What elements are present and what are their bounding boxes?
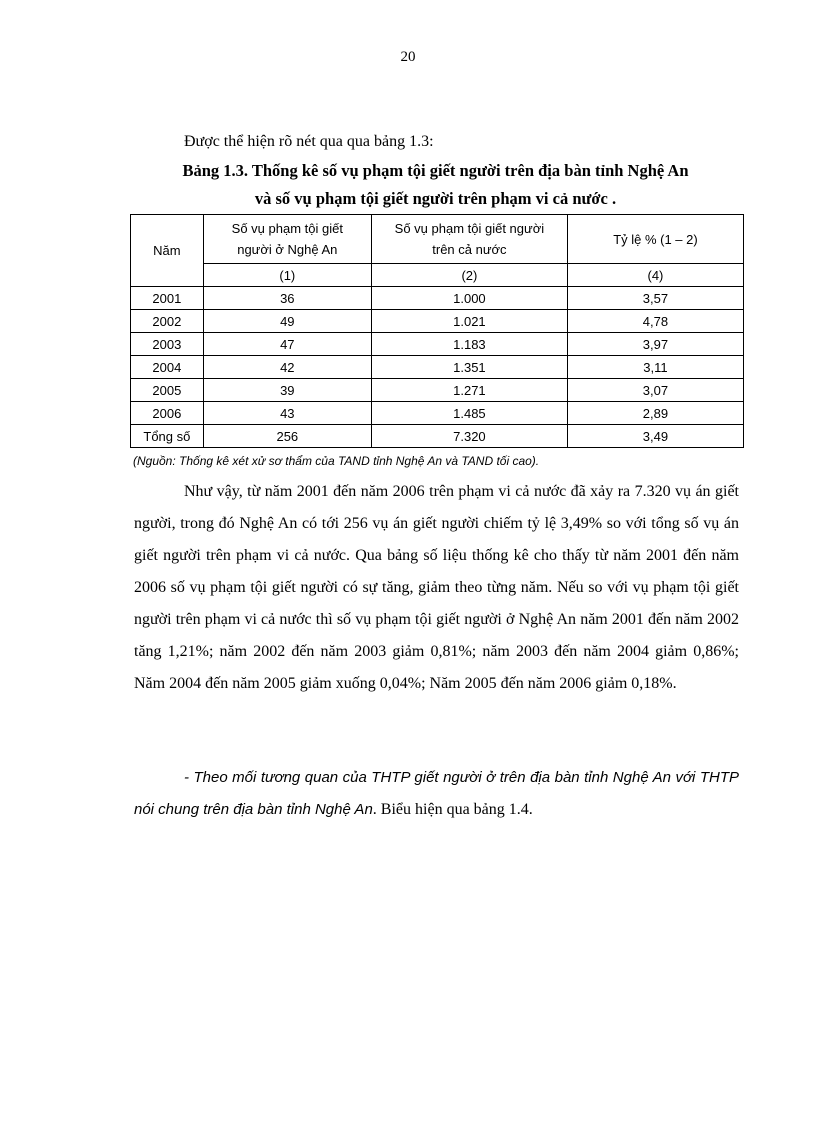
body-paragraph-2	[134, 762, 739, 826]
cell-nghe-an: 42	[203, 356, 371, 379]
body-paragraph-1	[134, 476, 739, 700]
table-row	[131, 310, 744, 333]
table-source-note: (Nguồn: Thống kê xét xử sơ thẩm của TAND tỉnh Nghệ An và TAND tối cao).	[133, 454, 540, 468]
header-nghe-an-line-1: Số vụ phạm tội giết	[231, 221, 343, 236]
subheader-2: (2)	[371, 264, 567, 287]
cell-ratio: 4,78	[567, 310, 743, 333]
cell-national: 1.000	[371, 287, 567, 310]
cell-nghe-an: 47	[203, 333, 371, 356]
cell-nghe-an: 43	[203, 402, 371, 425]
cell-ratio: 2,89	[567, 402, 743, 425]
subheader-3: (4)	[567, 264, 743, 287]
subheader-1: (1)	[203, 264, 371, 287]
header-national-line-2: trên cả nước	[432, 242, 507, 257]
cell-nghe-an: 36	[203, 287, 371, 310]
cell-national: 1.351	[371, 356, 567, 379]
table-row	[131, 333, 744, 356]
cell-national: 1.271	[371, 379, 567, 402]
table-row	[131, 379, 744, 402]
cell-national: 1.021	[371, 310, 567, 333]
cell-year: 2005	[131, 379, 204, 402]
cell-ratio: 3,07	[567, 379, 743, 402]
header-nghe-an	[203, 215, 371, 264]
cell-nghe-an: 49	[203, 310, 371, 333]
cell-nghe-an: 39	[203, 379, 371, 402]
page-number: 20	[400, 49, 416, 65]
body-paragraph-1-text: Như vậy, từ năm 2001 đến năm 2006 trên phạm vi cả nước đã xảy ra 7.320 vụ án giết người, trong đó Nghệ An có tới 256 vụ án giết người chiếm tỷ lệ 3,49% so với tổng số vụ án giết người trên phạm vi cả nước. Qua bảng số liệu thống kê cho thấy từ năm 2001 đến năm 2006 số vụ phạm tội giết người có sự tăng, giảm theo từng năm. Nếu so với vụ phạm tội giết người trên phạm vi cả nước thì số vụ phạm tội giết người ở Nghệ An năm 2001 đến năm 2002 tăng 1,21%; năm 2002 đến năm 2003 giảm 0,81%; năm 2003 đến năm 2004 giảm 0,86%; Năm 2004 đến năm 2005 giảm xuống 0,04%; Năm 2005 đến năm 2006 giảm 0,18%.	[134, 483, 739, 692]
header-national	[371, 215, 567, 264]
table-row	[131, 356, 744, 379]
statistics-table	[130, 214, 744, 448]
intro-line: Được thể hiện rõ nét qua qua bảng 1.3:	[184, 133, 434, 150]
cell-year: Tổng số	[131, 425, 204, 448]
cell-national: 1.485	[371, 402, 567, 425]
header-year: Năm	[131, 215, 204, 287]
cell-ratio: 3,57	[567, 287, 743, 310]
header-ratio: Tỷ lệ % (1 – 2)	[567, 215, 743, 264]
cell-year: 2003	[131, 333, 204, 356]
header-nghe-an-line-2: người ở Nghệ An	[237, 242, 338, 257]
cell-ratio: 3,49	[567, 425, 743, 448]
table-row	[131, 402, 744, 425]
table-caption-line-2: và số vụ phạm tội giết người trên phạm vi cả nước .	[254, 189, 617, 208]
cell-nghe-an: 256	[203, 425, 371, 448]
cell-ratio: 3,11	[567, 356, 743, 379]
table-header-row	[131, 215, 744, 264]
cell-year: 2001	[131, 287, 204, 310]
cell-ratio: 3,97	[567, 333, 743, 356]
table-caption-line-1: Bảng 1.3. Thống kê số vụ phạm tội giết người trên địa bàn tỉnh Nghệ An	[182, 161, 689, 180]
table-row	[131, 425, 744, 448]
table-row	[131, 287, 744, 310]
body-paragraph-2-normal: . Biểu hiện qua bảng 1.4.	[372, 801, 533, 818]
body-paragraph-2-italic: - Theo mối tương quan của THTP giết người ở trên địa bàn tỉnh Nghệ An với THTP nói chung trên địa bàn tỉnh Nghệ An	[134, 769, 739, 818]
cell-year: 2004	[131, 356, 204, 379]
cell-year: 2006	[131, 402, 204, 425]
table-subheader-row	[131, 264, 744, 287]
header-national-line-1: Số vụ phạm tội giết người	[394, 221, 545, 236]
cell-national: 1.183	[371, 333, 567, 356]
cell-national: 7.320	[371, 425, 567, 448]
cell-year: 2002	[131, 310, 204, 333]
table-body	[131, 287, 744, 448]
